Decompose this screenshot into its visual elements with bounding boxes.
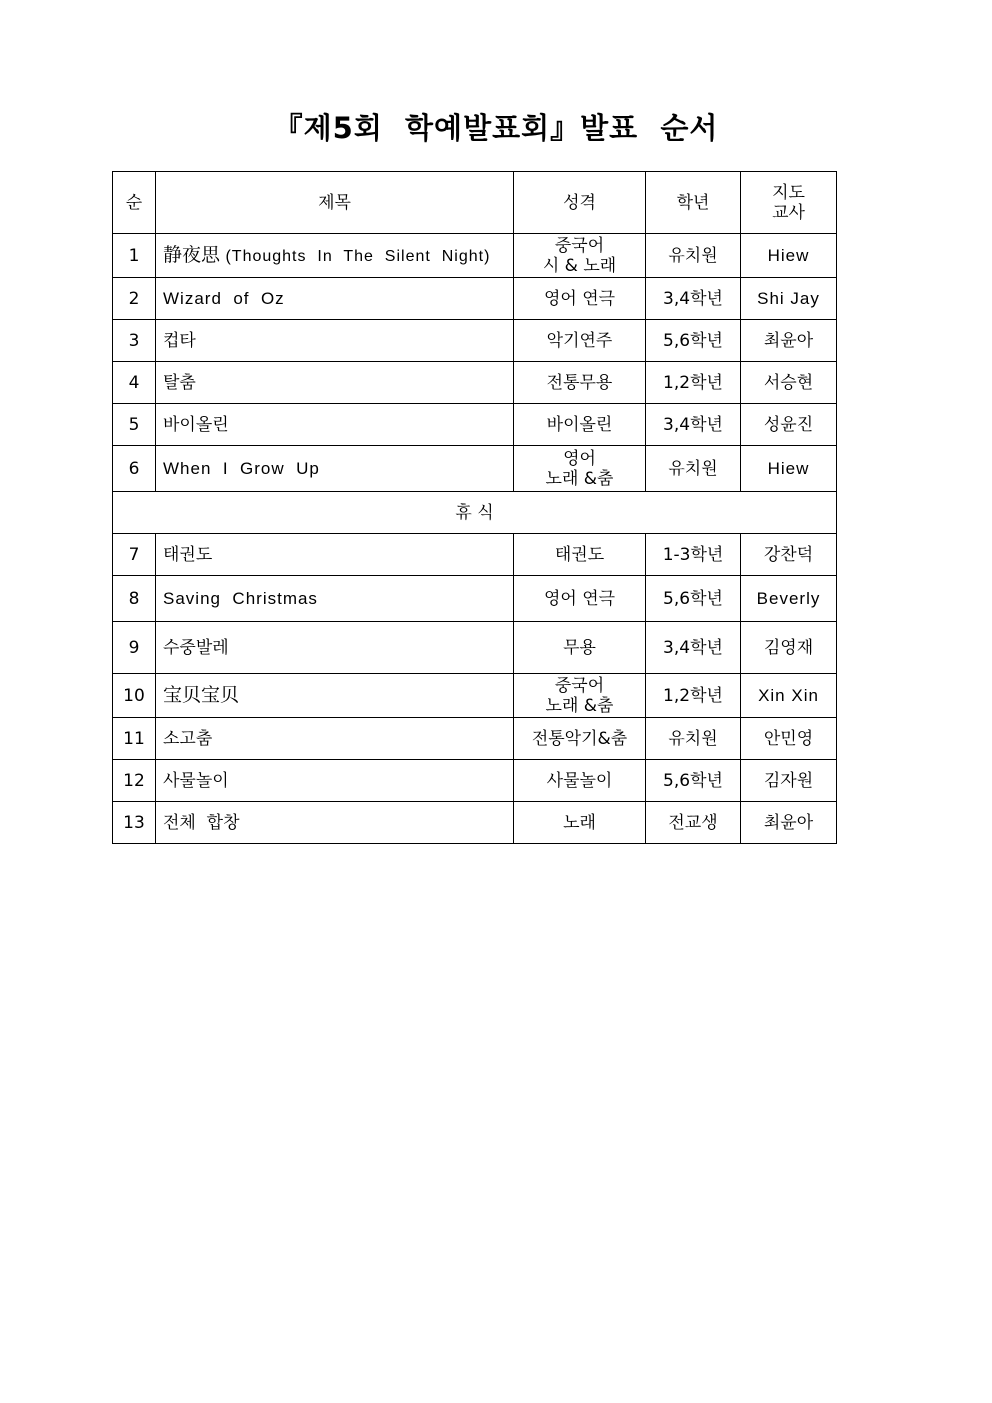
row-title: [156, 674, 514, 718]
row-teacher: 성윤진: [741, 404, 837, 446]
row-teacher: Beverly: [741, 576, 837, 622]
row-no: 5: [113, 404, 156, 446]
row-grade: 3,4학년: [646, 404, 741, 446]
row-no: 2: [113, 278, 156, 320]
row-no: 3: [113, 320, 156, 362]
row-teacher: Hiew: [741, 234, 837, 278]
table-row: [113, 622, 837, 674]
header-type: 성격: [514, 172, 646, 234]
table-row: [113, 320, 837, 362]
row-title: 소고춤: [156, 718, 514, 760]
table-row: [113, 362, 837, 404]
row-type: 전통무용: [514, 362, 646, 404]
row-grade: 3,4학년: [646, 622, 741, 674]
table-row: [113, 446, 837, 492]
header-title: 제목: [156, 172, 514, 234]
row-grade: 1,2학년: [646, 362, 741, 404]
row-grade: 5,6학년: [646, 760, 741, 802]
row-no: 1: [113, 234, 156, 278]
header-teacher: 지도 교사: [741, 172, 837, 234]
table-row: [113, 234, 837, 278]
row-teacher: 안민영: [741, 718, 837, 760]
row-type: 영어 연극: [514, 576, 646, 622]
row-teacher: 서승현: [741, 362, 837, 404]
break-row: [113, 492, 837, 534]
row-no: 11: [113, 718, 156, 760]
row-type: 태권도: [514, 534, 646, 576]
row-teacher: Xin Xin: [741, 674, 837, 718]
header-grade: 학년: [646, 172, 741, 234]
row-grade: 1-3학년: [646, 534, 741, 576]
row-no: 6: [113, 446, 156, 492]
row-title: 전체 합창: [156, 802, 514, 844]
table-row: [113, 278, 837, 320]
row-teacher: 김영재: [741, 622, 837, 674]
row-title: 바이올린: [156, 404, 514, 446]
row-type: 악기연주: [514, 320, 646, 362]
row-teacher: 강찬덕: [741, 534, 837, 576]
row-title: 태권도: [156, 534, 514, 576]
row-title: 사물놀이: [156, 760, 514, 802]
row-type: 사물놀이: [514, 760, 646, 802]
row-type: 전통악기&춤: [514, 718, 646, 760]
row-title: 수중발레: [156, 622, 514, 674]
row-teacher: 최윤아: [741, 320, 837, 362]
row-type: 영어 연극: [514, 278, 646, 320]
break-label: 휴 식: [113, 492, 837, 534]
row-no: 12: [113, 760, 156, 802]
row-type: 영어 노래 &춤: [514, 446, 646, 492]
row-grade: 유치원: [646, 446, 741, 492]
table-row: [113, 802, 837, 844]
header-no: 순: [113, 172, 156, 234]
row-type: 바이올린: [514, 404, 646, 446]
row-grade: 3,4학년: [646, 278, 741, 320]
table-header-row: [113, 172, 837, 234]
row-title: Saving Christmas: [156, 576, 514, 622]
table-row: [113, 718, 837, 760]
row-type: 노래: [514, 802, 646, 844]
row-no: 8: [113, 576, 156, 622]
row-no: 7: [113, 534, 156, 576]
row-title: Wizard of Oz: [156, 278, 514, 320]
row-teacher: 최윤아: [741, 802, 837, 844]
table-row: [113, 760, 837, 802]
table-row: [113, 404, 837, 446]
row-teacher: Hiew: [741, 446, 837, 492]
row-no: 4: [113, 362, 156, 404]
row-title: 탈춤: [156, 362, 514, 404]
page-title: 『제5회 학예발표회』발표 순서: [273, 111, 719, 145]
row-no: 9: [113, 622, 156, 674]
row-title: 컵타: [156, 320, 514, 362]
row-type: 중국어 시 & 노래: [514, 234, 646, 278]
row-teacher: Shi Jay: [741, 278, 837, 320]
row-grade: 유치원: [646, 234, 741, 278]
table-row: [113, 534, 837, 576]
table-row: [113, 674, 837, 718]
row-title: When I Grow Up: [156, 446, 514, 492]
row-grade: 5,6학년: [646, 576, 741, 622]
row-title-cjk: 宝贝宝贝: [163, 684, 240, 706]
row-no: 13: [113, 802, 156, 844]
row-type: 중국어 노래 &춤: [514, 674, 646, 718]
row-title-cjk: 静夜思: [163, 243, 221, 266]
row-grade: 5,6학년: [646, 320, 741, 362]
row-grade: 1,2학년: [646, 674, 741, 718]
row-title: [156, 234, 514, 278]
table-row: [113, 576, 837, 622]
row-title-latin: (Thoughts In The Silent Night): [220, 247, 491, 265]
row-grade: 유치원: [646, 718, 741, 760]
row-type: 무용: [514, 622, 646, 674]
program-table: [112, 171, 837, 844]
row-teacher: 김자원: [741, 760, 837, 802]
row-grade: 전교생: [646, 802, 741, 844]
row-no: 10: [113, 674, 156, 718]
